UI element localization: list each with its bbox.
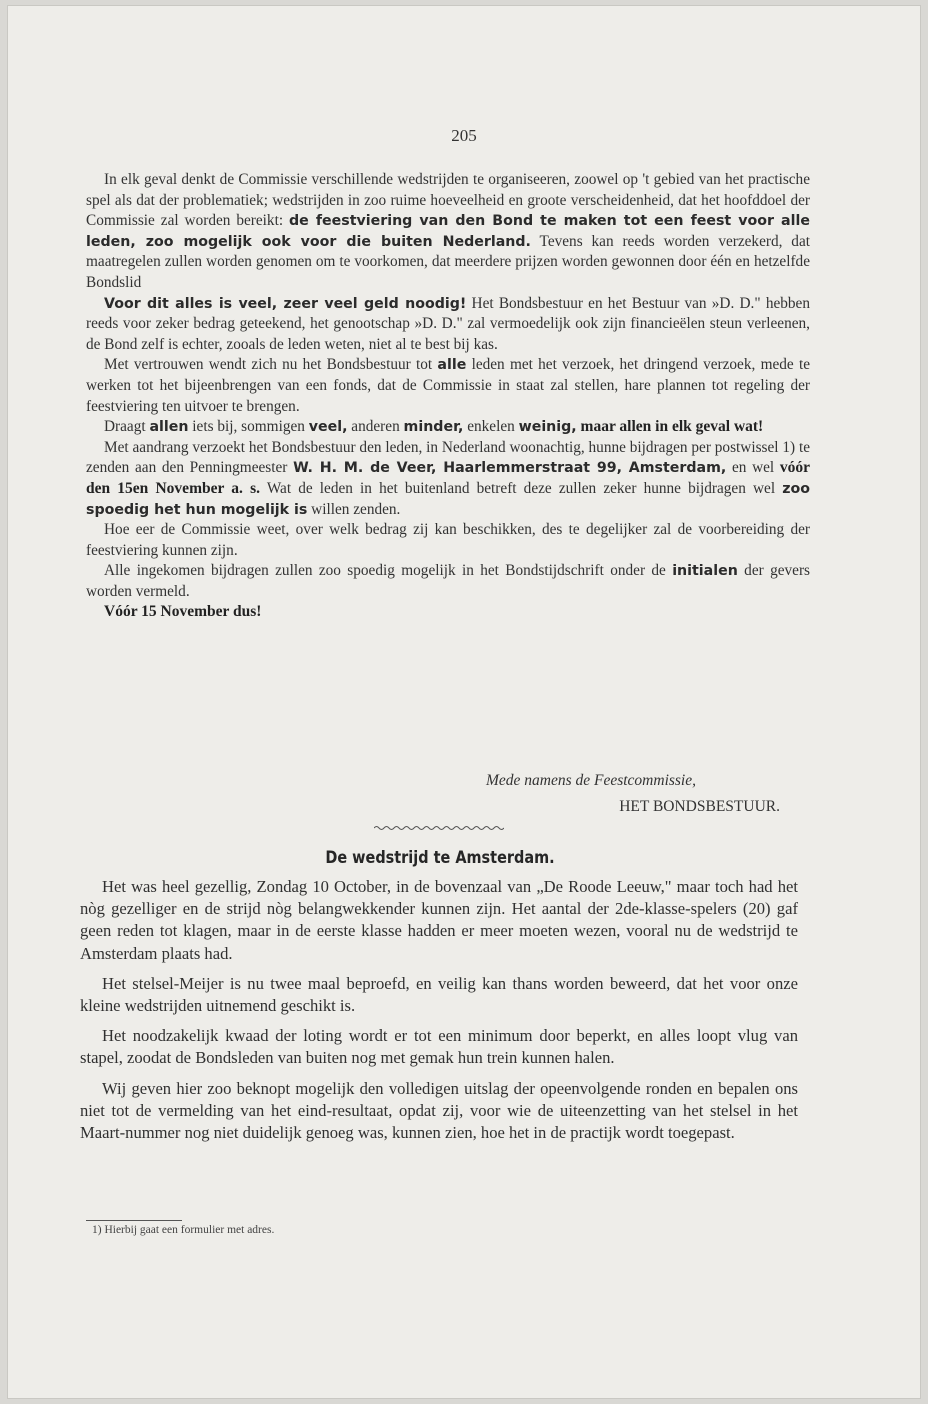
wavy-divider xyxy=(374,824,504,832)
footnote-rule xyxy=(86,1220,182,1221)
report-paragraph-1: Het was heel gezellig, Zondag 10 October, in de bovenzaal van „De Roode Leeuw," maar toch had het nòg gezelliger en de strijd nòg belangwekkender kunnen zijn. Het aantal der 2de-klasse-spelers (20) gaf geen reden tot klagen, maar in de eerste klasse hadden er meer moeten wezen, vooral nu de wedstrijd te Amsterdam plaats had. xyxy=(80,877,798,963)
signature-line-1: Mede namens de Feestcommissie, xyxy=(485,772,696,789)
footnote: 1) Hierbij gaat een formulier met adres. xyxy=(92,1224,275,1236)
paragraph-1: In elk geval denkt de Commissie verschillende wedstrijden te organiseeren, zoowel op 't gebied van het practische spel als dat der problematiek; wedstrijden in zoo ruime hoeveelheid en groote verscheidenheid, dat het hoofddoel der Commissie zal worden bereikt: de feestviering van den Bond te maken tot een feest voor alle leden, zoo mogelijk ook voor die buiten Nederland. Tevens kan reeds worden verzekerd, dat maatregelen zullen worden genomen om te voorkomen, dat meerdere prijzen worden gewonnen door één en hetzelfde Bondslid xyxy=(86,171,810,291)
paragraph-5: Met aandrang verzoekt het Bondsbestuur den leden, in Nederland woonachtig, hunne bijdragen per postwissel 1) te zenden aan den Penningmeester W. H. M. de Veer, Haarlemmerstraat 99, Amsterdam, en wel vóór den 15en November a. s. Wat de leden in het buitenland betreft deze zullen zeker hunne bijdragen wel zoo spoedig het hun mogelijk is willen zenden. xyxy=(86,438,810,518)
bold-phrase: Voor dit alles is veel, zeer veel geld noodig! xyxy=(104,295,467,312)
signature-block xyxy=(86,772,786,820)
paragraph-6: Hoe eer de Commissie weet, over welk bedrag zij kan beschikken, des te degelijker zal de voorbereiding der feestviering kunnen zijn. xyxy=(86,521,810,559)
signature-line-2: HET BONDSBESTUUR. xyxy=(619,798,780,815)
amsterdam-report-section xyxy=(80,876,798,1152)
paragraph-2: Voor dit alles is veel, zeer veel geld noodig! Het Bondsbestuur en het Bestuur van »D. D." hebben reeds voor zeker bedrag geteekend, het genootschap »D. D." zal vermoedelijk ook zijn financieëlen steun verleenen, de Bond zelf is echter, zooals de leden weten, niet al te best bij kas. xyxy=(86,294,810,353)
paragraph-8: Vóór 15 November dus! xyxy=(104,603,262,621)
page-number: 205 xyxy=(451,126,477,145)
fund-appeal-section xyxy=(86,170,810,623)
paragraph-3: Met vertrouwen wendt zich nu het Bondsbestuur tot alle leden met het verzoek, het dringend verzoek, mede te werken tot het bijeenbrengen van een fonds, dat de Commissie in staat zal stellen, hare plannen tot regeling der feestviering ten uitvoer te brengen. xyxy=(86,356,810,415)
bold-word: alle xyxy=(437,357,467,374)
report-paragraph-3: Het noodzakelijk kwaad der loting wordt er tot een minimum door beperkt, en alles loopt vlug van stapel, zoodat de Bondsleden van buiten nog met gemak hun trein kunnen halen. xyxy=(80,1026,798,1068)
report-paragraph-2: Het stelsel-Meijer is nu twee maal beproefd, en veilig kan thans worden beweerd, dat het voor onze kleine wedstrijden uitnemend geschikt is. xyxy=(80,973,798,1016)
report-paragraph-4: Wij geven hier zoo beknopt mogelijk den volledigen uitslag der opeenvolgende ronden en bepalen ons niet tot de vermelding van het eind-resultaat, opdat zij, voor wie de uiteenzetting van het stelsel in het Maart-nummer nog niet duidelijk genoeg was, kunnen zien, hoe het in de practijk wordt toegepast. xyxy=(80,1078,798,1143)
section-heading: De wedstrijd te Amsterdam. xyxy=(325,848,555,868)
bold-phrase: de feestviering van den Bond te maken tot een feest voor alle leden, zoo mogelijk ook voor die buiten Nederland. xyxy=(86,213,810,250)
paragraph-7: Alle ingekomen bijdragen zullen zoo spoedig mogelijk in het Bondstijdschrift onder de initialen der gevers worden vermeld. xyxy=(86,562,810,600)
paragraph-4: Draagt allen iets bij, sommigen veel, anderen minder, enkelen weinig, maar allen in elk geval wat! xyxy=(104,418,764,436)
